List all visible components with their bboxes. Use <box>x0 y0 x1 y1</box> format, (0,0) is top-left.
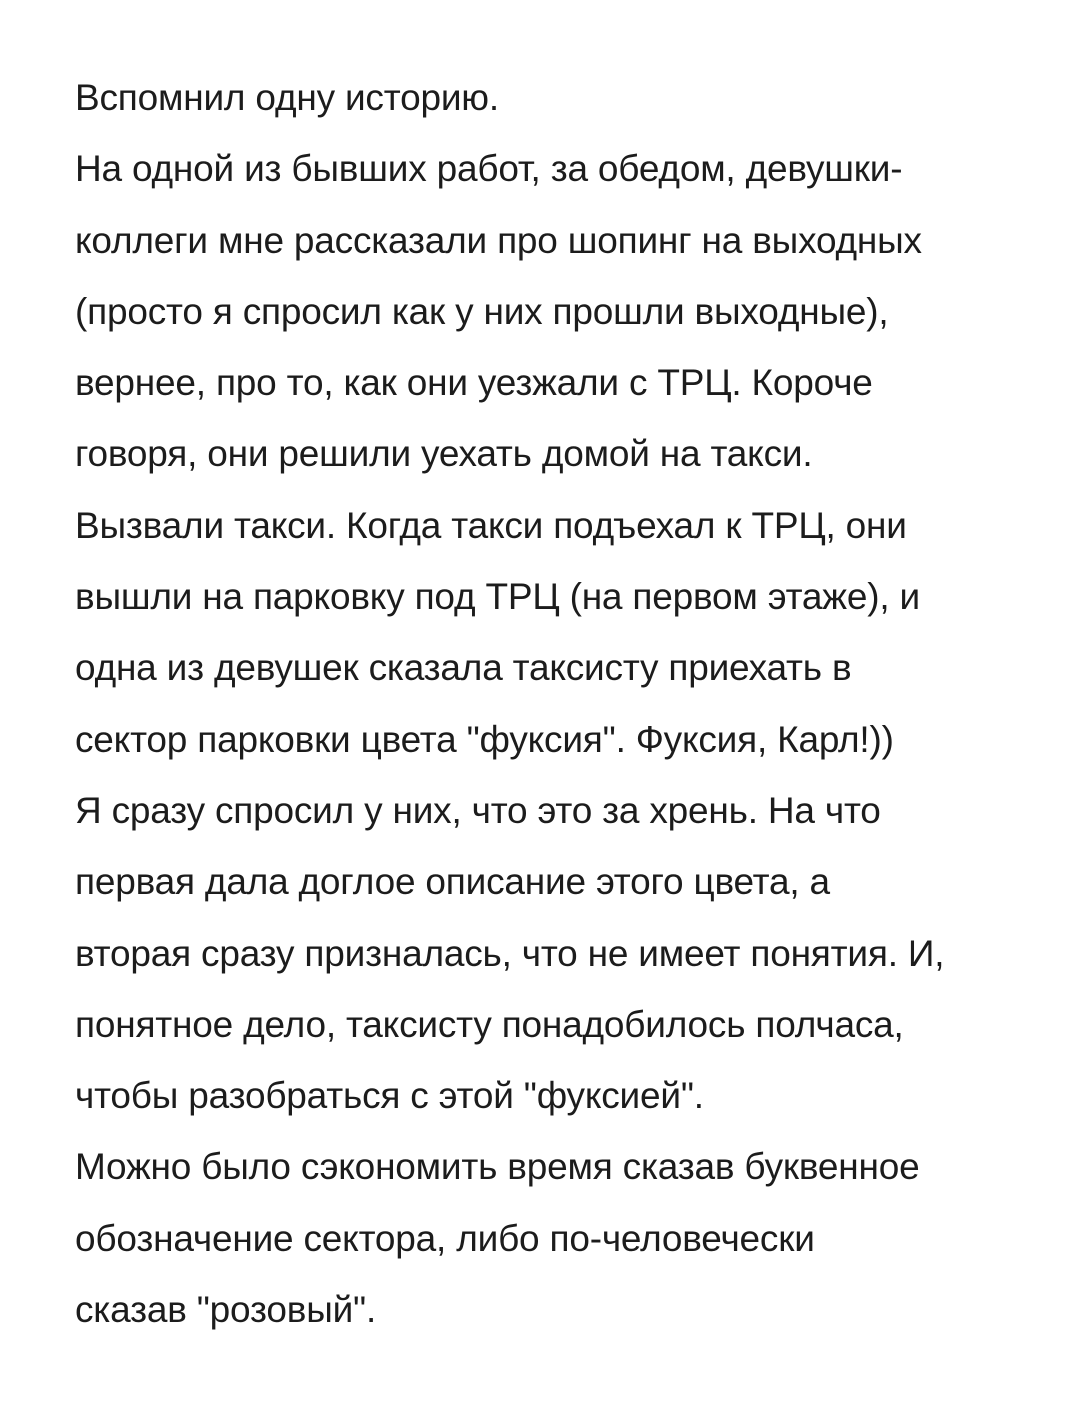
text-line: (просто я спросил как у них прошли выходные), <box>75 290 889 332</box>
text-line: Вызвали такси. Когда такси подъехал к ТРЦ, они <box>75 504 907 546</box>
text-line: вернее, про то, как они уезжали с ТРЦ. Короче <box>75 362 873 404</box>
text-line: коллеги мне рассказали про шопинг на выходных <box>75 219 922 261</box>
text-line: вторая сразу призналась, что не имеет понятия. И, <box>75 932 945 974</box>
post-text <box>75 62 1035 1345</box>
text-line: понятное дело, таксисту понадобилось полчаса, <box>75 1003 904 1045</box>
text-line: вышли на парковку под ТРЦ (на первом этаже), и <box>75 576 920 618</box>
text-line: Я сразу спросил у них, что это за хрень. На что <box>75 789 881 831</box>
text-line: Можно было сэкономить время сказав буквенное <box>75 1146 920 1188</box>
text-line: чтобы разобраться с этой "фуксией". <box>75 1075 704 1117</box>
text-line: одна из девушек сказала таксисту приехать в <box>75 647 852 689</box>
text-line: сказав "розовый". <box>75 1289 377 1331</box>
text-line: первая дала доглое описание этого цвета, а <box>75 861 830 903</box>
text-line: сектор парковки цвета "фуксия". Фуксия, Карл!)) <box>75 718 894 760</box>
text-line: обозначение сектора, либо по-человечески <box>75 1217 815 1259</box>
text-line: На одной из бывших работ, за обедом, девушки- <box>75 148 903 190</box>
text-line: Вспомнил одну историю. <box>75 77 499 118</box>
text-line: говоря, они решили уехать домой на такси. <box>75 433 813 475</box>
